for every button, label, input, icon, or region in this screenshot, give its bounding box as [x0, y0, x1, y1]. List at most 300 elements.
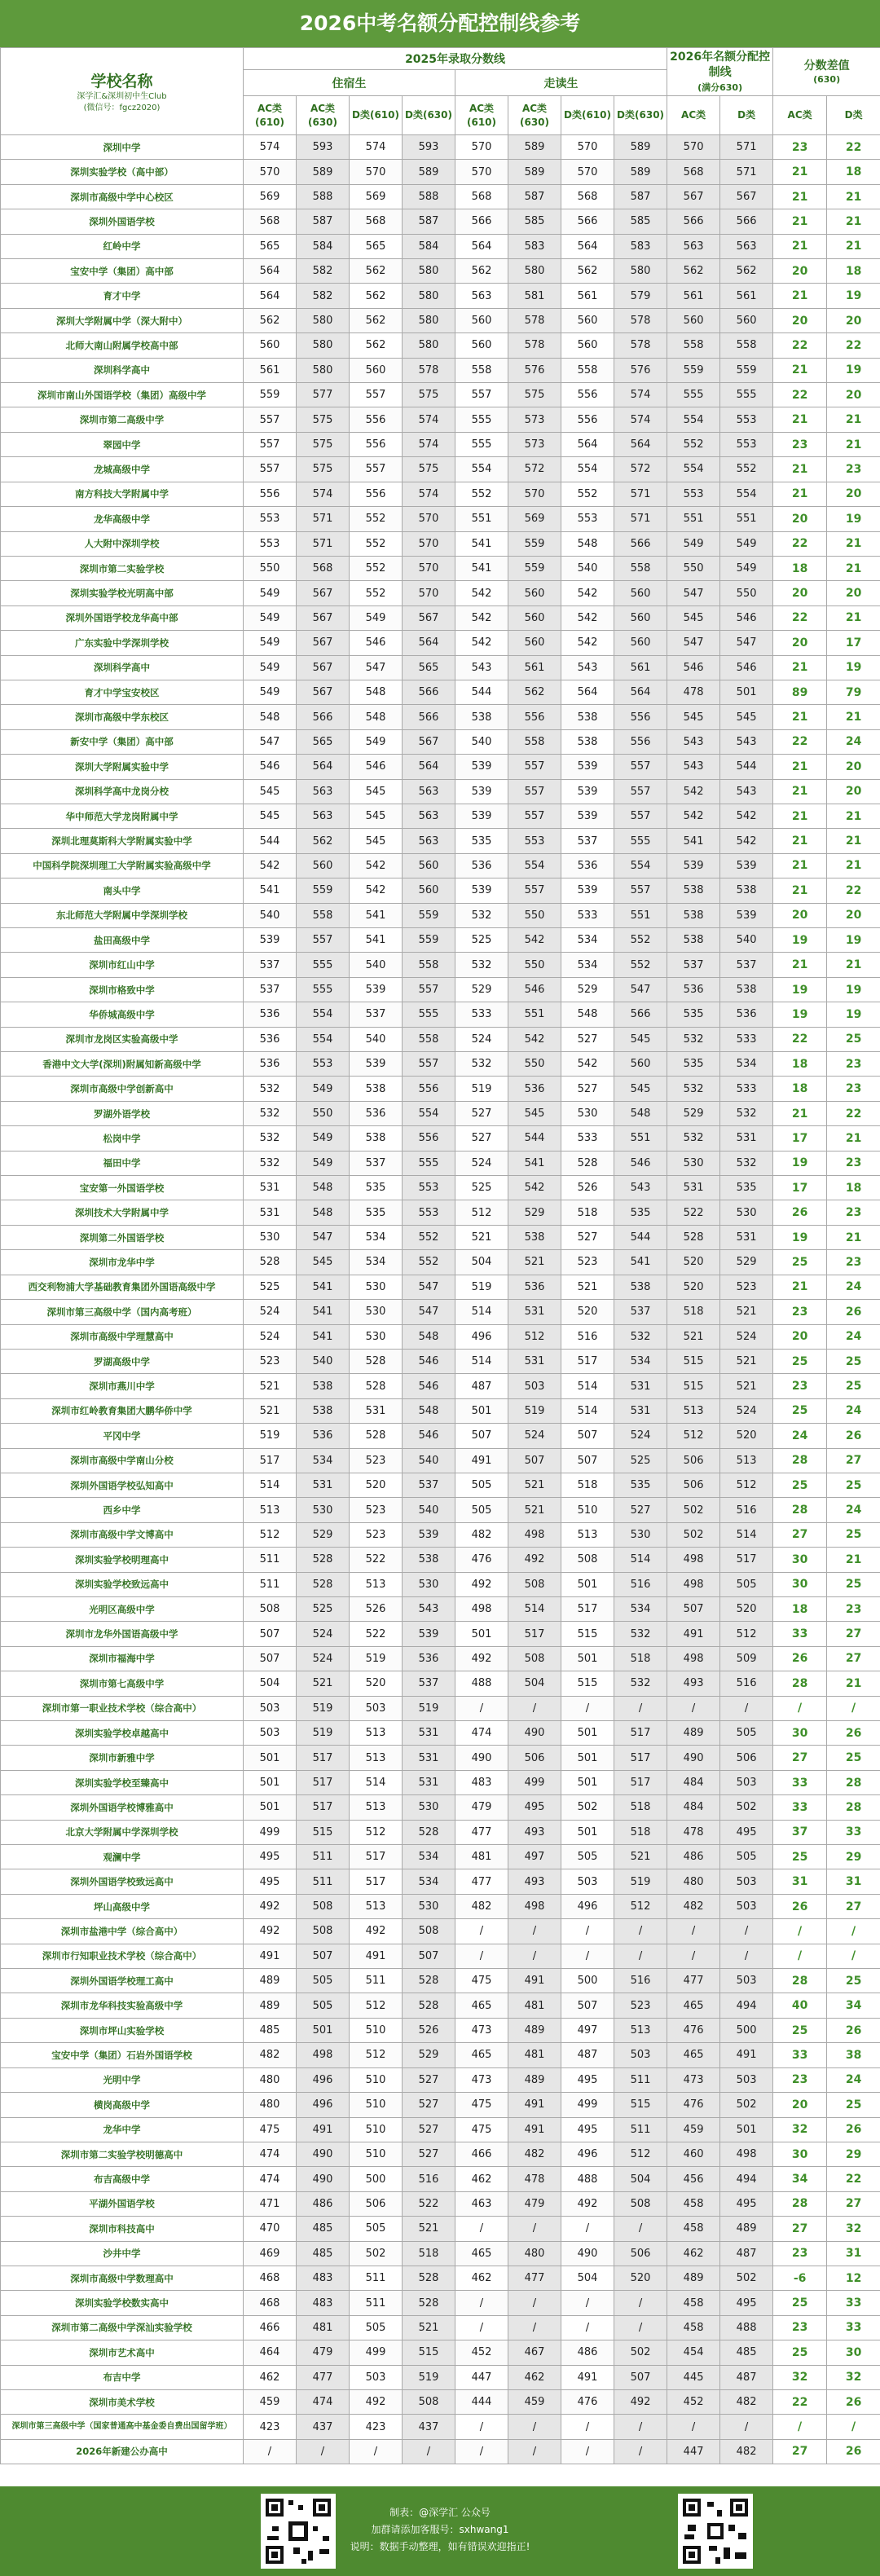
cell-boarding-ac630: 554	[297, 1027, 350, 1051]
school-name: 北京大学附属中学深圳学校	[1, 1820, 244, 1844]
cell-day-ac610: 477	[455, 1820, 508, 1844]
cell-day-ac630: 503	[508, 1374, 561, 1398]
cell-diff-d: 25	[827, 1374, 880, 1398]
cell-diff-d: 29	[827, 1845, 880, 1869]
cell-day-d610: 515	[561, 1671, 614, 1696]
cell-boarding-ac610: /	[244, 2439, 297, 2464]
cell-quota-ac: 498	[667, 1548, 720, 1572]
cell-day-d630: 574	[614, 407, 667, 432]
cell-boarding-d630: 578	[403, 358, 455, 382]
school-column-wechat: (微信号：fgcz2020)	[83, 103, 161, 112]
table-row	[1, 2266, 880, 2290]
cell-day-ac610: 532	[455, 953, 508, 977]
cell-day-d610: 540	[561, 556, 614, 580]
cell-quota-ac: /	[667, 1919, 720, 1944]
day-header: 走读生	[455, 70, 667, 96]
cell-day-d630: 572	[614, 457, 667, 482]
cell-boarding-d630: 537	[403, 1473, 455, 1497]
cell-boarding-ac610: 459	[244, 2389, 297, 2414]
cell-boarding-ac610: 528	[244, 1250, 297, 1275]
cell-day-d630: 518	[614, 1646, 667, 1671]
cell-diff-d: 26	[827, 1300, 880, 1324]
cell-quota-ac: 567	[667, 184, 720, 209]
cell-boarding-d630: 531	[403, 1721, 455, 1746]
cell-diff-d: 20	[827, 755, 880, 779]
cell-day-ac630: 545	[508, 1101, 561, 1125]
cell-boarding-d610: 531	[350, 1398, 403, 1423]
cell-boarding-ac630: 582	[297, 259, 350, 284]
cell-boarding-d610: 568	[350, 209, 403, 234]
cell-day-d630: 535	[614, 1473, 667, 1497]
cell-boarding-ac610: 560	[244, 333, 297, 358]
school-name: 深圳外国语学校博雅高中	[1, 1795, 244, 1820]
cell-diff-ac: 26	[773, 1646, 827, 1671]
cell-quota-ac: 476	[667, 2093, 720, 2117]
cell-day-ac630: 480	[508, 2241, 561, 2266]
cell-boarding-ac630: 555	[297, 953, 350, 977]
cell-day-d610: 528	[561, 1151, 614, 1175]
cell-diff-ac: 21	[773, 457, 827, 482]
cell-boarding-ac610: 480	[244, 2067, 297, 2092]
cell-day-ac610: 543	[455, 655, 508, 680]
table-row	[1, 160, 880, 184]
cell-boarding-d610: 492	[350, 2389, 403, 2414]
cell-boarding-d610: 506	[350, 2191, 403, 2216]
cell-boarding-ac610: 532	[244, 1077, 297, 1101]
cell-quota-d: 503	[720, 1969, 773, 1993]
cell-day-d610: 570	[561, 160, 614, 184]
cell-boarding-d610: 510	[350, 2093, 403, 2117]
footer-line-3: 说明：数据手动整理，如有错误欢迎指正!	[350, 2541, 530, 2552]
cell-day-ac610: 452	[455, 2340, 508, 2365]
cell-quota-d: 543	[720, 729, 773, 754]
cell-diff-ac: 20	[773, 631, 827, 655]
cell-boarding-ac610: 521	[244, 1374, 297, 1398]
cell-boarding-d630: 546	[403, 1424, 455, 1448]
cell-quota-ac: 502	[667, 1498, 720, 1522]
cell-boarding-ac630: 479	[297, 2340, 350, 2365]
school-name: 深圳市美术学校	[1, 2389, 244, 2414]
cell-diff-ac: 32	[773, 2117, 827, 2142]
cell-boarding-d610: 423	[350, 2415, 403, 2439]
cell-quota-d: 502	[720, 1795, 773, 1820]
cell-boarding-ac630: 505	[297, 1969, 350, 1993]
cell-quota-d: 531	[720, 1126, 773, 1151]
cell-diff-ac: 27	[773, 1522, 827, 1547]
cell-day-d610: 539	[561, 755, 614, 779]
cell-quota-d: /	[720, 1696, 773, 1720]
cell-boarding-d630: 559	[403, 928, 455, 953]
table-row	[1, 1398, 880, 1423]
cell-boarding-ac610: 542	[244, 853, 297, 878]
table-row	[1, 1845, 880, 1869]
cell-quota-d: 503	[720, 1770, 773, 1794]
cell-diff-d: 24	[827, 1275, 880, 1299]
table-row	[1, 1077, 880, 1101]
school-name: 深圳实验学校至臻高中	[1, 1770, 244, 1794]
cell-day-ac610: 557	[455, 383, 508, 407]
cell-diff-d: 24	[827, 1324, 880, 1349]
cell-boarding-d630: 564	[403, 755, 455, 779]
cell-diff-d: 26	[827, 2439, 880, 2464]
cell-day-ac610: 491	[455, 1448, 508, 1473]
cell-day-d630: 576	[614, 358, 667, 382]
cell-quota-d: 488	[720, 2315, 773, 2340]
cell-boarding-ac610: 565	[244, 234, 297, 258]
cell-diff-d: 21	[827, 531, 880, 556]
cell-boarding-ac630: 524	[297, 1646, 350, 1671]
cell-day-ac630: 575	[508, 383, 561, 407]
cell-boarding-d610: 517	[350, 1869, 403, 1894]
cell-boarding-d610: /	[350, 2439, 403, 2464]
cell-boarding-d630: 528	[403, 1820, 455, 1844]
cell-day-d630: 560	[614, 631, 667, 655]
table-row	[1, 184, 880, 209]
cell-boarding-d610: 552	[350, 507, 403, 531]
table-row	[1, 1374, 880, 1398]
cell-day-ac610: 568	[455, 184, 508, 209]
cell-day-ac610: 527	[455, 1101, 508, 1125]
cell-day-d630: 503	[614, 2043, 667, 2067]
cell-day-ac630: 542	[508, 928, 561, 953]
cell-day-d610: /	[561, 2315, 614, 2340]
cell-boarding-d630: 566	[403, 680, 455, 704]
cell-day-d610: 534	[561, 953, 614, 977]
cell-boarding-ac630: 496	[297, 2067, 350, 2092]
school-name: 深圳外国语学校理工高中	[1, 1969, 244, 1993]
cell-diff-d: 27	[827, 2191, 880, 2216]
cell-diff-ac: 22	[773, 383, 827, 407]
cell-diff-d: 24	[827, 2067, 880, 2092]
col-boarding-d630: D类(630)	[403, 96, 455, 135]
cell-diff-d: 18	[827, 259, 880, 284]
cell-day-ac630: 491	[508, 2093, 561, 2117]
cell-diff-ac: 23	[773, 1300, 827, 1324]
col-diff-ac: AC类	[773, 96, 827, 135]
school-name: 光明区高级中学	[1, 1596, 244, 1621]
cell-day-d630: 551	[614, 1126, 667, 1151]
cell-day-d630: 560	[614, 581, 667, 605]
table-row	[1, 383, 880, 407]
cell-day-ac630: 560	[508, 581, 561, 605]
cell-day-ac630: 498	[508, 1522, 561, 1547]
cell-day-d610: 517	[561, 1596, 614, 1621]
cell-boarding-d610: 537	[350, 1151, 403, 1175]
cell-day-d610: /	[561, 1919, 614, 1944]
cell-diff-d: 20	[827, 482, 880, 506]
cell-quota-d: 545	[720, 705, 773, 729]
cell-boarding-ac630: 483	[297, 2291, 350, 2315]
cell-day-d610: 527	[561, 1027, 614, 1051]
cell-day-d610: 570	[561, 135, 614, 160]
table-row	[1, 457, 880, 482]
cell-quota-ac: 561	[667, 284, 720, 308]
cell-day-ac610: 465	[455, 2241, 508, 2266]
cell-quota-d: 509	[720, 1646, 773, 1671]
table-row	[1, 358, 880, 382]
cell-diff-ac: -6	[773, 2266, 827, 2290]
cell-diff-d: 21	[827, 605, 880, 630]
col-day-d610: D类(610)	[561, 96, 614, 135]
cell-diff-d: 38	[827, 2043, 880, 2067]
cell-day-ac610: 535	[455, 829, 508, 853]
table-row	[1, 2365, 880, 2389]
cell-quota-d: 549	[720, 556, 773, 580]
cell-boarding-ac630: 548	[297, 1176, 350, 1200]
school-name: 深圳市高级中学创新高中	[1, 1077, 244, 1101]
cell-day-d630: /	[614, 1696, 667, 1720]
cell-quota-d: 503	[720, 1869, 773, 1894]
cell-day-ac610: 564	[455, 234, 508, 258]
cell-day-ac630: 521	[508, 1473, 561, 1497]
cell-quota-d: /	[720, 2415, 773, 2439]
cell-diff-d: 25	[827, 1746, 880, 1770]
cell-quota-ac: 489	[667, 1721, 720, 1746]
cell-day-ac610: 514	[455, 1300, 508, 1324]
cell-boarding-ac630: 490	[297, 2167, 350, 2191]
cell-boarding-ac610: 507	[244, 1622, 297, 1646]
cell-boarding-ac610: 492	[244, 1894, 297, 1918]
cell-day-ac610: 496	[455, 1324, 508, 1349]
cell-boarding-d610: 549	[350, 729, 403, 754]
table-row	[1, 1027, 880, 1051]
cell-day-ac630: 499	[508, 1770, 561, 1794]
cell-day-d630: 564	[614, 680, 667, 704]
table-row	[1, 1869, 880, 1894]
cell-boarding-d610: 517	[350, 1845, 403, 1869]
cell-boarding-ac630: 562	[297, 829, 350, 853]
cell-day-ac610: 544	[455, 680, 508, 704]
cell-day-d610: 523	[561, 1250, 614, 1275]
cell-day-ac630: 583	[508, 234, 561, 258]
cell-quota-d: 506	[720, 1746, 773, 1770]
cell-day-d610: 529	[561, 977, 614, 1002]
cell-diff-d: 19	[827, 977, 880, 1002]
school-name: 深圳科学高中	[1, 655, 244, 680]
table-row	[1, 1622, 880, 1646]
school-column-title: 学校名称	[90, 72, 153, 90]
table-row	[1, 705, 880, 729]
cell-day-d610: 513	[561, 1522, 614, 1547]
school-name: 深圳市红岭教育集团大鹏华侨中学	[1, 1398, 244, 1423]
cell-quota-d: 559	[720, 358, 773, 382]
cell-day-ac610: 487	[455, 1374, 508, 1398]
cell-boarding-d610: 545	[350, 829, 403, 853]
cell-day-ac630: 482	[508, 2142, 561, 2166]
cell-boarding-ac610: 545	[244, 804, 297, 828]
cell-day-d630: 520	[614, 2266, 667, 2290]
cell-boarding-d610: 513	[350, 1572, 403, 1596]
cell-boarding-ac610: 468	[244, 2291, 297, 2315]
cell-diff-ac: 37	[773, 1820, 827, 1844]
school-name: 深圳市龙华中学	[1, 1250, 244, 1275]
cell-boarding-ac610: 549	[244, 581, 297, 605]
cell-day-d610: 496	[561, 1894, 614, 1918]
cell-quota-d: 501	[720, 680, 773, 704]
cell-day-d630: 534	[614, 1596, 667, 1621]
cell-day-ac630: 514	[508, 1596, 561, 1621]
cell-boarding-d630: 540	[403, 1498, 455, 1522]
cell-boarding-d610: 530	[350, 1300, 403, 1324]
cell-boarding-ac630: 568	[297, 556, 350, 580]
cell-quota-ac: 476	[667, 2018, 720, 2042]
cell-day-d610: 538	[561, 729, 614, 754]
school-name: 深圳实验学校数实高中	[1, 2291, 244, 2315]
cell-boarding-ac630: 474	[297, 2389, 350, 2414]
quota-header-sub: (满分630)	[697, 82, 743, 93]
cell-day-d630: 507	[614, 2365, 667, 2389]
cell-boarding-d630: 527	[403, 2117, 455, 2142]
cell-day-ac610: 540	[455, 729, 508, 754]
cell-boarding-d610: 548	[350, 680, 403, 704]
cell-boarding-ac630: 545	[297, 1250, 350, 1275]
cell-boarding-d630: 589	[403, 160, 455, 184]
table-row	[1, 284, 880, 308]
cell-diff-d: /	[827, 1919, 880, 1944]
table-row	[1, 1522, 880, 1547]
cell-boarding-d610: 574	[350, 135, 403, 160]
cell-boarding-ac630: 567	[297, 605, 350, 630]
cell-boarding-ac630: 567	[297, 581, 350, 605]
cell-diff-d: 20	[827, 581, 880, 605]
table-row	[1, 1944, 880, 1968]
cell-boarding-d610: 520	[350, 1671, 403, 1696]
cell-quota-ac: 490	[667, 1746, 720, 1770]
cell-boarding-ac630: 538	[297, 1398, 350, 1423]
cell-boarding-d630: 527	[403, 2093, 455, 2117]
cell-quota-ac: 529	[667, 1101, 720, 1125]
cell-diff-ac: 33	[773, 1622, 827, 1646]
cell-diff-ac: 18	[773, 556, 827, 580]
cell-quota-d: 487	[720, 2241, 773, 2266]
cell-quota-d: 495	[720, 2191, 773, 2216]
cell-diff-ac: 27	[773, 2439, 827, 2464]
cell-boarding-ac610: 489	[244, 1969, 297, 1993]
table-row	[1, 2315, 880, 2340]
cell-day-ac610: 533	[455, 1002, 508, 1027]
school-name: 深圳市高级中学中心校区	[1, 184, 244, 209]
cell-boarding-ac610: 514	[244, 1473, 297, 1497]
cell-day-d610: 552	[561, 482, 614, 506]
cell-day-ac610: 541	[455, 531, 508, 556]
school-name: 深圳中学	[1, 135, 244, 160]
table-row	[1, 1250, 880, 1275]
cell-day-ac630: 493	[508, 1869, 561, 1894]
cell-boarding-ac630: 563	[297, 804, 350, 828]
cell-quota-d: 543	[720, 779, 773, 804]
cell-diff-ac: 33	[773, 1770, 827, 1794]
cell-diff-d: 21	[827, 407, 880, 432]
cell-boarding-ac630: 553	[297, 1052, 350, 1077]
cell-diff-ac: 20	[773, 308, 827, 332]
cell-boarding-d630: 574	[403, 482, 455, 506]
table-row	[1, 2142, 880, 2166]
cell-boarding-ac630: 529	[297, 1522, 350, 1547]
cell-boarding-d630: 548	[403, 1398, 455, 1423]
cell-day-ac630: 491	[508, 1969, 561, 1993]
cell-quota-d: 536	[720, 1002, 773, 1027]
cell-diff-ac: 23	[773, 2241, 827, 2266]
table-row	[1, 1919, 880, 1944]
cell-day-d630: 532	[614, 1622, 667, 1646]
cell-diff-d: 23	[827, 1052, 880, 1077]
cell-quota-d: 517	[720, 1548, 773, 1572]
cell-day-ac610: 473	[455, 2067, 508, 2092]
cell-boarding-ac610: 517	[244, 1448, 297, 1473]
cell-diff-ac: 21	[773, 284, 827, 308]
cell-boarding-d610: 530	[350, 1324, 403, 1349]
school-name: 深圳市第七高级中学	[1, 1671, 244, 1696]
cell-diff-d: 20	[827, 383, 880, 407]
school-name: 深圳外国语学校致远高中	[1, 1869, 244, 1894]
cell-boarding-ac630: 593	[297, 135, 350, 160]
cell-day-ac610: /	[455, 2415, 508, 2439]
cell-day-d630: 511	[614, 2067, 667, 2092]
table-row	[1, 507, 880, 531]
cell-boarding-ac630: 555	[297, 977, 350, 1002]
cell-quota-ac: 562	[667, 259, 720, 284]
cell-boarding-ac610: 474	[244, 2142, 297, 2166]
table-row	[1, 2241, 880, 2266]
school-name: 深圳市第一职业技术学校（综合高中）	[1, 1696, 244, 1720]
table-row	[1, 1820, 880, 1844]
cell-boarding-d610: 513	[350, 1721, 403, 1746]
cell-boarding-ac630: 588	[297, 184, 350, 209]
cell-quota-d: 494	[720, 1993, 773, 2018]
school-name: 深圳实验学校卓越高中	[1, 1721, 244, 1746]
cell-diff-ac: 19	[773, 1002, 827, 1027]
cell-boarding-d610: 505	[350, 2217, 403, 2241]
cell-diff-d: 19	[827, 358, 880, 382]
cell-boarding-ac630: 577	[297, 383, 350, 407]
cell-day-d610: 520	[561, 1300, 614, 1324]
cell-quota-ac: 528	[667, 1225, 720, 1249]
cell-boarding-d610: 522	[350, 1548, 403, 1572]
cell-boarding-ac610: 550	[244, 556, 297, 580]
cell-quota-d: 532	[720, 1151, 773, 1175]
cell-boarding-d610: 513	[350, 1894, 403, 1918]
cell-quota-ac: 518	[667, 1300, 720, 1324]
cell-day-d630: 538	[614, 1275, 667, 1299]
cell-quota-ac: 545	[667, 605, 720, 630]
table-row	[1, 1969, 880, 1993]
cell-day-d610: 542	[561, 581, 614, 605]
cell-diff-d: 25	[827, 1027, 880, 1051]
cell-day-ac630: 508	[508, 1646, 561, 1671]
cell-boarding-d610: 510	[350, 2142, 403, 2166]
cell-day-d630: 518	[614, 1820, 667, 1844]
school-name: 深圳实验学校明理高中	[1, 1548, 244, 1572]
cell-boarding-d610: 510	[350, 2018, 403, 2042]
cell-day-d610: 503	[561, 1869, 614, 1894]
cell-diff-ac: 21	[773, 358, 827, 382]
cell-day-ac630: 524	[508, 1424, 561, 1448]
school-name: 深圳市高级中学数理高中	[1, 2266, 244, 2290]
cell-day-ac610: 504	[455, 1250, 508, 1275]
footer	[0, 2486, 880, 2576]
cell-quota-ac: 521	[667, 1324, 720, 1349]
cell-quota-ac: 484	[667, 1795, 720, 1820]
table-row	[1, 1300, 880, 1324]
cell-boarding-d630: 518	[403, 2241, 455, 2266]
cell-day-ac610: 527	[455, 1126, 508, 1151]
cell-boarding-ac610: 541	[244, 878, 297, 903]
table-row	[1, 631, 880, 655]
cell-day-d610: 536	[561, 853, 614, 878]
cell-diff-d: 20	[827, 308, 880, 332]
cell-day-d630: /	[614, 1919, 667, 1944]
cell-day-ac630: 559	[508, 556, 561, 580]
